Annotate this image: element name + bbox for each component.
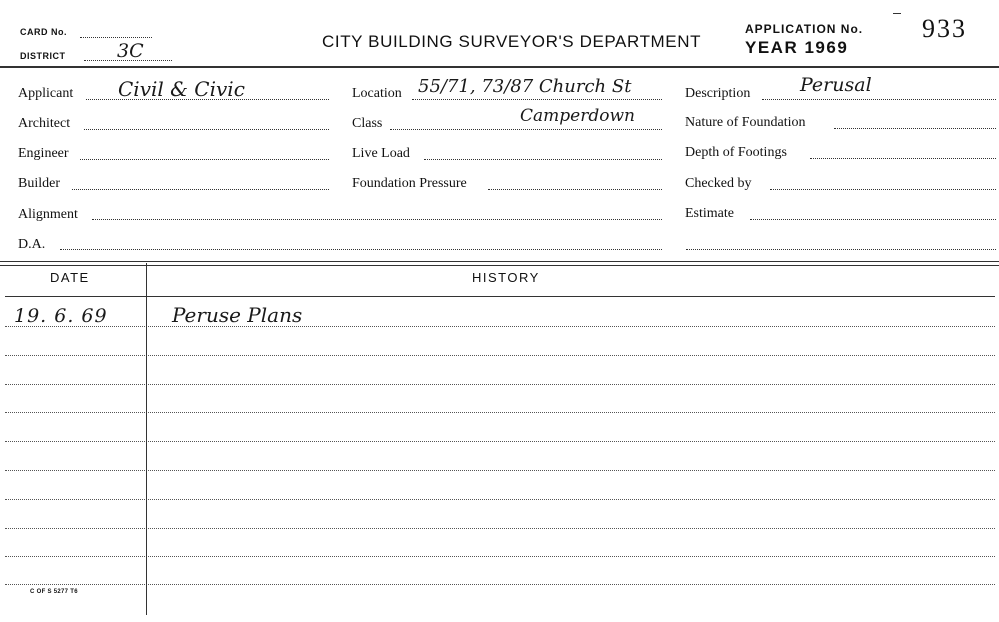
location-value-2: Camperdown: [520, 106, 635, 126]
estimate-line: [750, 219, 996, 220]
history-top-rule-1: [0, 261, 999, 262]
description-label: Description: [685, 86, 751, 101]
application-number: 933: [922, 14, 967, 43]
builder-line: [72, 189, 329, 190]
description-value: Perusal: [800, 74, 872, 96]
history-line: [5, 384, 995, 385]
application-label: APPLICATION No.: [745, 22, 864, 36]
alignment-line: [92, 219, 662, 220]
live-load-label: Live Load: [352, 146, 410, 161]
engineer-label: Engineer: [18, 146, 69, 161]
foundation-pressure-line: [488, 189, 662, 190]
architect-label: Architect: [18, 116, 71, 131]
location-value: 55/71, 73/87 Church St: [418, 76, 632, 97]
card-no-line: [80, 37, 152, 38]
depth-of-footings-label: Depth of Footings: [685, 145, 787, 160]
history-entry-text: Peruse Plans: [172, 303, 303, 327]
history-line: [5, 326, 995, 327]
applicant-value: Civil & Civic: [118, 77, 245, 101]
history-line: [5, 556, 995, 557]
header-rule: [0, 66, 999, 68]
history-column-header: HISTORY: [472, 270, 540, 285]
history-line: [5, 441, 995, 442]
location-line: [412, 99, 662, 100]
applicant-label: Applicant: [18, 86, 74, 101]
builder-label: Builder: [18, 176, 60, 191]
history-line: [5, 355, 995, 356]
date-column-divider: [146, 263, 147, 615]
history-line: [5, 412, 995, 413]
form-code: C OF S 5277 T6: [30, 589, 78, 595]
alignment-label: Alignment: [18, 207, 78, 222]
district-value: 3C: [117, 40, 144, 62]
department-title: CITY BUILDING SURVEYOR'S DEPARTMENT: [322, 32, 702, 51]
blank-line: [686, 249, 996, 250]
depth-of-footings-line: [810, 158, 996, 159]
location-label: Location: [352, 86, 402, 101]
nature-of-foundation-line: [834, 128, 996, 129]
nature-of-foundation-label: Nature of Foundation: [685, 115, 806, 130]
history-line: [5, 499, 995, 500]
engineer-line: [80, 159, 329, 160]
history-entry-date: 19. 6. 69: [14, 305, 108, 327]
da-line: [60, 249, 662, 250]
class-line: [390, 129, 662, 130]
checked-by-line: [770, 189, 996, 190]
class-label: Class: [352, 116, 383, 131]
history-line: [5, 528, 995, 529]
district-label: DISTRICT: [20, 51, 66, 61]
header-dash: [893, 13, 901, 14]
year-label: YEAR 1969: [745, 38, 849, 57]
description-line: [762, 99, 996, 100]
da-label: D.A.: [18, 237, 46, 252]
estimate-label: Estimate: [685, 206, 734, 221]
foundation-pressure-label: Foundation Pressure: [352, 176, 467, 191]
date-column-header: DATE: [50, 270, 90, 285]
history-top-rule-2: [0, 265, 999, 266]
card-no-label: CARD No.: [20, 27, 67, 37]
architect-line: [84, 129, 329, 130]
history-line: [5, 470, 995, 471]
checked-by-label: Checked by: [685, 176, 752, 191]
live-load-line: [424, 159, 662, 160]
history-line: [5, 584, 995, 585]
history-header-rule: [5, 296, 995, 297]
